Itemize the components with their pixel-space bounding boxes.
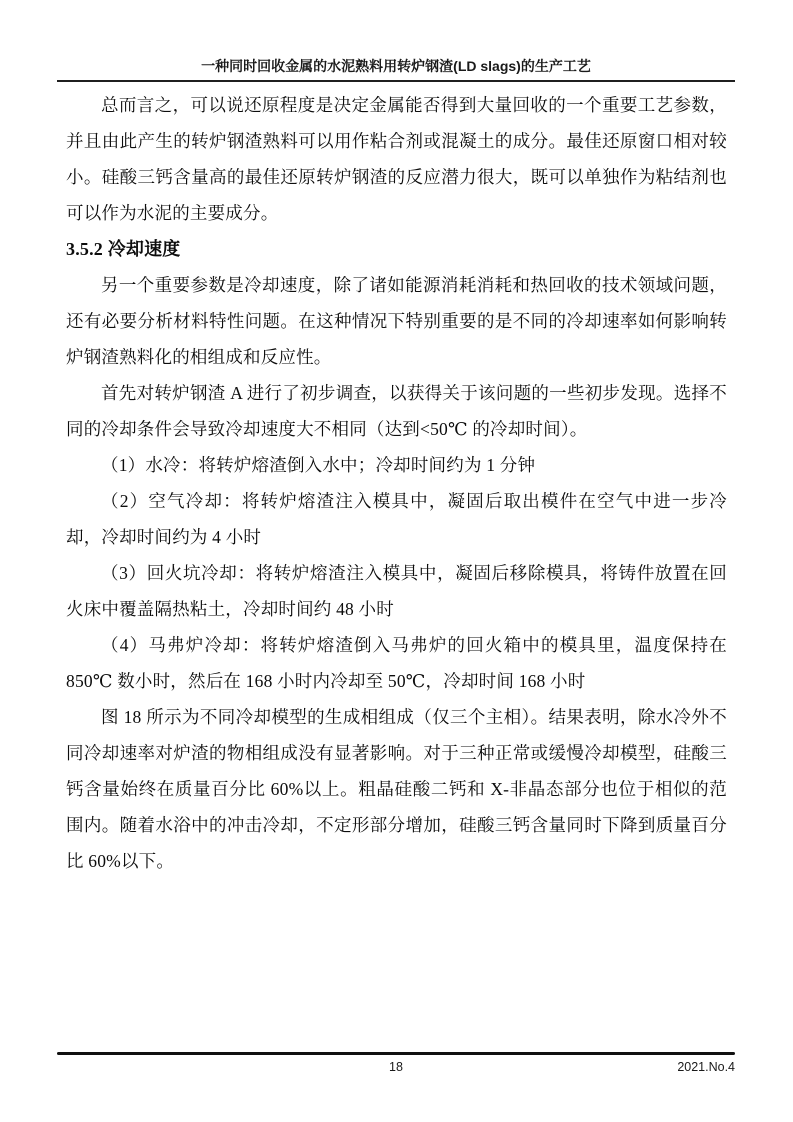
list-item-air-cooling: （2）空气冷却：将转炉熔渣注入模具中，凝固后取出模件在空气中进一步冷却，冷却时间约为 4 小时 xyxy=(66,491,727,547)
paragraph-cooling-intro: 另一个重要参数是冷却速度，除了诸如能源消耗消耗和热回收的技术领域问题，还有必要分析材料特性问题。在这种情况下特别重要的是不同的冷却速率如何影响转炉钢渣熟料化的相组成和反应性。 xyxy=(66,275,727,367)
issue-number: 2021.No.4 xyxy=(677,1060,735,1074)
footer-divider xyxy=(57,1052,735,1055)
section-heading-cooling-rate: 3.5.2 冷却速度 xyxy=(66,239,181,259)
list-item-muffle-furnace-cooling: （4）马弗炉冷却：将转炉熔渣倒入马弗炉的回火箱中的模具里，温度保持在850℃ 数小时，然后在 168 小时内冷却至 50℃，冷却时间 168 小时 xyxy=(66,635,727,691)
list-item-water-cooling: （1）水冷：将转炉熔渣倒入水中；冷却时间约为 1 分钟 xyxy=(101,455,536,475)
page-footer xyxy=(57,1057,735,1077)
paragraph-preliminary-study: 首先对转炉钢渣 A 进行了初步调查，以获得关于该问题的一些初步发现。选择不同的冷却条件会导致冷却速度大不相同（达到<50℃ 的冷却时间）。 xyxy=(66,383,727,439)
page-number: 18 xyxy=(389,1060,403,1074)
document-body xyxy=(66,87,727,879)
paragraph-summary: 总而言之，可以说还原程度是决定金属能否得到大量回收的一个重要工艺参数，并且由此产生的转炉钢渣熟料可以用作粘合剂或混凝土的成分。最佳还原窗口相对较小。硅酸三钙含量高的最佳还原转炉钢渣的反应潜力很大，既可以单独作为粘结剂也可以作为水泥的主要成分。 xyxy=(66,95,727,223)
paragraph-results: 图 18 所示为不同冷却模型的生成相组成（仅三个主相）。结果表明，除水冷外不同冷却速率对炉渣的物相组成没有显著影响。对于三种正常或缓慢冷却模型，硅酸三钙含量始终在质量百分比 60%以上。粗晶硅酸二钙和 X-非晶态部分也位于相似的范围内。随着水浴中的冲击冷却，不定形部分增加，硅酸三钙含量同时下降到质量百分比 60%以下。 xyxy=(66,707,727,871)
page-header-title: 一种同时回收金属的水泥熟料用转炉钢渣(LD slags)的生产工艺 xyxy=(57,55,735,82)
list-item-tempering-pit-cooling: （3）回火坑冷却：将转炉熔渣注入模具中，凝固后移除模具，将铸件放置在回火床中覆盖隔热粘土，冷却时间约 48 小时 xyxy=(66,563,727,619)
